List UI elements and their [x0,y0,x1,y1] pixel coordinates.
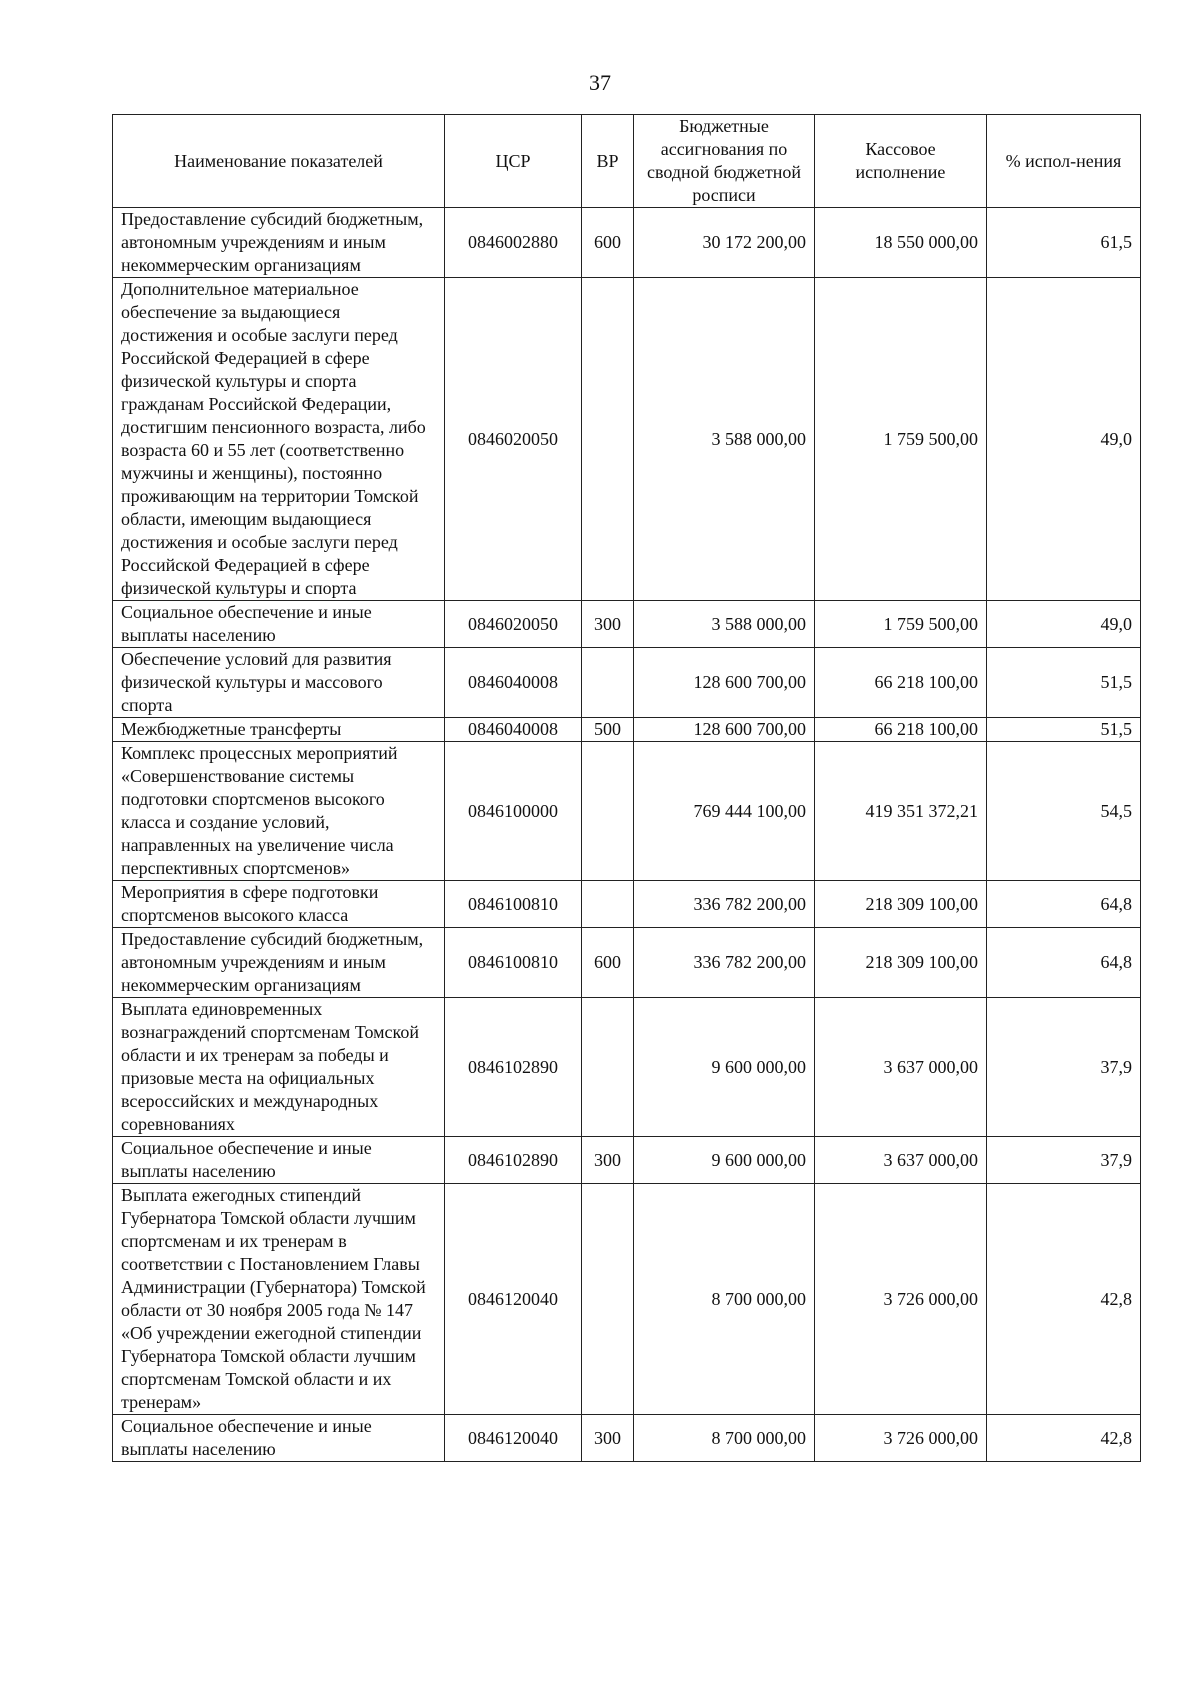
row-cash: 66 218 100,00 [815,718,987,742]
row-vr [582,881,634,928]
row-budget: 9 600 000,00 [634,998,815,1137]
row-vr [582,998,634,1137]
row-vr: 500 [582,718,634,742]
row-budget: 8 700 000,00 [634,1184,815,1415]
table-row [113,881,1141,928]
row-vr: 300 [582,1137,634,1184]
row-csr: 0846100000 [445,742,582,881]
row-budget: 336 782 200,00 [634,881,815,928]
header-csr: ЦСР [445,115,582,208]
header-name: Наименование показателей [113,115,445,208]
row-cash: 3 637 000,00 [815,998,987,1137]
row-csr: 0846120040 [445,1184,582,1415]
row-name: Обеспечение условий для развития физической культуры и массового спорта [113,648,445,718]
row-csr: 0846120040 [445,1415,582,1462]
row-csr: 0846100810 [445,881,582,928]
table-row [113,1137,1141,1184]
row-csr: 0846002880 [445,208,582,278]
table-header-row [113,115,1141,208]
row-name: Социальное обеспечение и иные выплаты населению [113,1137,445,1184]
row-vr [582,1184,634,1415]
row-vr [582,742,634,881]
row-name: Комплекс процессных мероприятий «Совершенствование системы подготовки спортсменов высокого класса и создание условий, направленных на увеличение числа перспективных спортсменов» [113,742,445,881]
table-row [113,998,1141,1137]
row-budget: 128 600 700,00 [634,718,815,742]
row-name: Дополнительное материальное обеспечение за выдающиеся достижения и особые заслуги перед Российской Федерацией в сфере физической культуры и спорта гражданам Российской Федерации, достигшим пенсионного возраста, либо возраста 60 и 55 лет (соответственно мужчины и женщины), постоянно проживающим на территории Томской области, имеющим выдающиеся достижения и особые заслуги перед Российской Федерацией в сфере физической культуры и спорта [113,278,445,601]
row-pct: 37,9 [987,1137,1141,1184]
row-cash: 18 550 000,00 [815,208,987,278]
row-vr: 600 [582,928,634,998]
row-csr: 0846100810 [445,928,582,998]
row-pct: 42,8 [987,1415,1141,1462]
table-row [113,601,1141,648]
row-pct: 64,8 [987,928,1141,998]
budget-table [112,114,1141,1462]
row-name: Выплата ежегодных стипендий Губернатора Томской области лучшим спортсменам и их тренерам в соответствии с Постановлением Главы Администрации (Губернатора) Томской области от 30 ноября 2005 года № 147 «Об учреждении ежегодной стипендии Губернатора Томской области лучшим спортсменам Томской области и их тренерам» [113,1184,445,1415]
table-row [113,648,1141,718]
page-number: 37 [589,70,611,95]
row-cash: 419 351 372,21 [815,742,987,881]
row-cash: 3 637 000,00 [815,1137,987,1184]
row-cash: 218 309 100,00 [815,881,987,928]
row-pct: 49,0 [987,278,1141,601]
row-budget: 9 600 000,00 [634,1137,815,1184]
row-csr: 0846040008 [445,718,582,742]
row-pct: 61,5 [987,208,1141,278]
row-name: Социальное обеспечение и иные выплаты населению [113,1415,445,1462]
row-name: Социальное обеспечение и иные выплаты населению [113,601,445,648]
table-row [113,928,1141,998]
row-vr [582,278,634,601]
row-budget: 336 782 200,00 [634,928,815,998]
row-budget: 8 700 000,00 [634,1415,815,1462]
row-budget: 30 172 200,00 [634,208,815,278]
row-cash: 3 726 000,00 [815,1415,987,1462]
row-cash: 1 759 500,00 [815,601,987,648]
row-name: Межбюджетные трансферты [113,718,445,742]
row-pct: 42,8 [987,1184,1141,1415]
row-cash: 218 309 100,00 [815,928,987,998]
table-row [113,742,1141,881]
row-name: Предоставление субсидий бюджетным, автономным учреждениям и иным некоммерческим организациям [113,928,445,998]
row-pct: 54,5 [987,742,1141,881]
header-cash: Кассовое исполнение [815,115,987,208]
row-cash: 1 759 500,00 [815,278,987,601]
table-row [113,1184,1141,1415]
row-name: Выплата единовременных вознаграждений спортсменам Томской области и их тренерам за победы и призовые места на официальных всероссийских и международных соревнованиях [113,998,445,1137]
header-budget: Бюджетные ассигнования по сводной бюджетной росписи [634,115,815,208]
table-row [113,718,1141,742]
table-row [113,278,1141,601]
row-pct: 49,0 [987,601,1141,648]
row-budget: 769 444 100,00 [634,742,815,881]
table-row [113,1415,1141,1462]
row-vr: 600 [582,208,634,278]
row-name: Предоставление субсидий бюджетным, автономным учреждениям и иным некоммерческим организациям [113,208,445,278]
row-cash: 3 726 000,00 [815,1184,987,1415]
row-csr: 0846020050 [445,278,582,601]
row-vr: 300 [582,601,634,648]
row-budget: 3 588 000,00 [634,278,815,601]
row-vr: 300 [582,1415,634,1462]
row-csr: 0846102890 [445,998,582,1137]
row-budget: 128 600 700,00 [634,648,815,718]
row-csr: 0846040008 [445,648,582,718]
row-budget: 3 588 000,00 [634,601,815,648]
row-pct: 64,8 [987,881,1141,928]
row-pct: 37,9 [987,998,1141,1137]
table-row [113,208,1141,278]
header-vr: ВР [582,115,634,208]
row-csr: 0846102890 [445,1137,582,1184]
row-vr [582,648,634,718]
row-csr: 0846020050 [445,601,582,648]
row-name: Мероприятия в сфере подготовки спортсменов высокого класса [113,881,445,928]
row-pct: 51,5 [987,718,1141,742]
header-pct: % испол-нения [987,115,1141,208]
row-pct: 51,5 [987,648,1141,718]
row-cash: 66 218 100,00 [815,648,987,718]
